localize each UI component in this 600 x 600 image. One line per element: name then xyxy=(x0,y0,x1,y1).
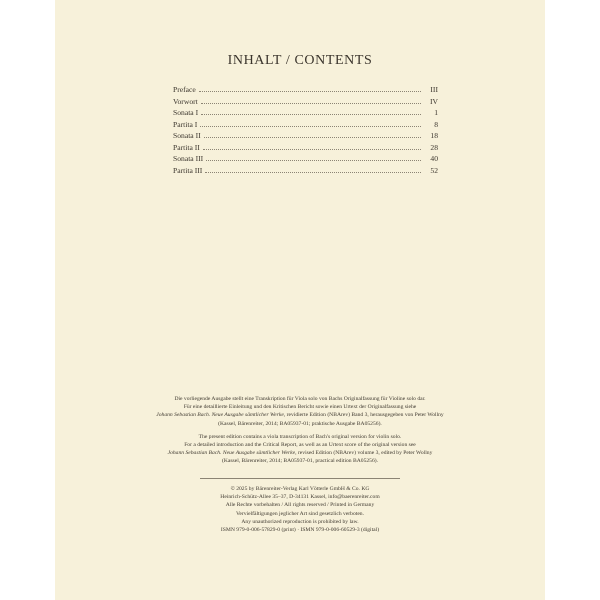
note-en-line: revised Edition (NBArev) volume 3, edited by Peter Wollny xyxy=(296,450,433,457)
separator-rule xyxy=(200,478,400,479)
toc-entry xyxy=(173,84,438,96)
note-de-work-title: Johann Sebastian Bach. Neue Ausgabe sämtlicher Werke, xyxy=(156,412,286,419)
toc-entry xyxy=(173,165,438,177)
note-de-line: Für eine detaillierte Einleitung und den Kritischen Bericht sowie einen Urtext der Originalfassung siehe xyxy=(183,404,417,411)
note-en-line: (Kassel, Bärenreiter, 2014; BA05937-01, practical edition BA05256). xyxy=(221,458,379,465)
imprint-reproduction-de: Vervielfältigungen jeglicher Art sind gesetzlich verboten. xyxy=(236,510,364,517)
toc-entry-label: Partita I xyxy=(173,119,198,129)
note-en-line: For a detailed introduction and the Critical Report, as well as an Urtext score of the original version see xyxy=(184,442,416,449)
toc-entry xyxy=(173,107,438,119)
toc-entry-label: Sonata II xyxy=(173,131,201,140)
edition-notes xyxy=(125,395,475,471)
toc-entry-page: 1 xyxy=(434,108,438,117)
imprint-address: Heinrich-Schütz-Allee 35–37, D-34131 Kassel, info@baerenreiter.com xyxy=(220,494,380,501)
toc-leader-dots xyxy=(205,165,421,173)
toc-entry xyxy=(173,119,438,131)
toc-entry-page: 40 xyxy=(430,154,438,163)
toc-entry-label: Sonata III xyxy=(173,154,204,163)
toc-entry-page: 52 xyxy=(430,165,438,175)
table-of-contents xyxy=(173,84,438,176)
imprint-rights: Alle Rechte vorbehalten / All rights reserved / Printed in Germany xyxy=(225,502,375,509)
toc-leader-dots xyxy=(204,130,421,138)
toc-leader-dots xyxy=(199,84,421,92)
contents-title: INHALT / CONTENTS xyxy=(227,53,373,68)
toc-entry-page: 8 xyxy=(434,119,438,129)
toc-entry-page: 28 xyxy=(430,142,438,152)
document-page xyxy=(55,0,545,600)
toc-entry-label: Vorwort xyxy=(173,96,198,106)
toc-leader-dots xyxy=(203,142,421,150)
toc-entry xyxy=(173,130,438,142)
edition-note-english xyxy=(125,433,475,466)
toc-leader-dots xyxy=(201,107,421,115)
toc-leader-dots xyxy=(201,96,421,104)
toc-entry xyxy=(173,96,438,108)
toc-entry xyxy=(173,153,438,165)
toc-entry-label: Partita III xyxy=(173,165,203,175)
imprint-ismn: ISMN 979-0-006-57829-0 (print) · ISMN 979-0-006-60529-3 (digital) xyxy=(220,527,380,534)
note-en-work-title: Johann Sebastian Bach. Neue Ausgabe sämtlicher Werke, xyxy=(167,450,297,457)
note-de-line: revidierte Edition (NBArev) Band 3, herausgegeben von Peter Wollny xyxy=(285,412,444,419)
publisher-imprint xyxy=(125,485,475,534)
toc-entry-label: Preface xyxy=(173,85,196,94)
toc-leader-dots xyxy=(206,153,421,161)
imprint-reproduction-en: Any unauthorized reproduction is prohibited by law. xyxy=(241,518,359,525)
note-de-line: (Kassel, Bärenreiter, 2014; BA05937-01; praktische Ausgabe BA05256). xyxy=(218,420,382,427)
toc-entry-page: 18 xyxy=(430,131,438,140)
note-en-line: The present edition contains a viola transcription of Bach's original version for violin solo. xyxy=(198,433,402,440)
toc-entry-label: Partita II xyxy=(173,142,200,152)
toc-entry xyxy=(173,142,438,154)
edition-note-german xyxy=(125,395,475,428)
toc-entry-page: III xyxy=(430,85,438,94)
toc-entry-page: IV xyxy=(429,96,438,106)
toc-entry-label: Sonata I xyxy=(173,108,199,117)
imprint-copyright: © 2025 by Bärenreiter-Verlag Karl Vötterle GmbH & Co. KG xyxy=(230,486,370,492)
note-de-line: Die vorliegende Ausgabe stellt eine Transkription für Viola solo von Bachs Originalfassung für Violine solo dar. xyxy=(174,396,426,402)
toc-leader-dots xyxy=(200,119,421,127)
